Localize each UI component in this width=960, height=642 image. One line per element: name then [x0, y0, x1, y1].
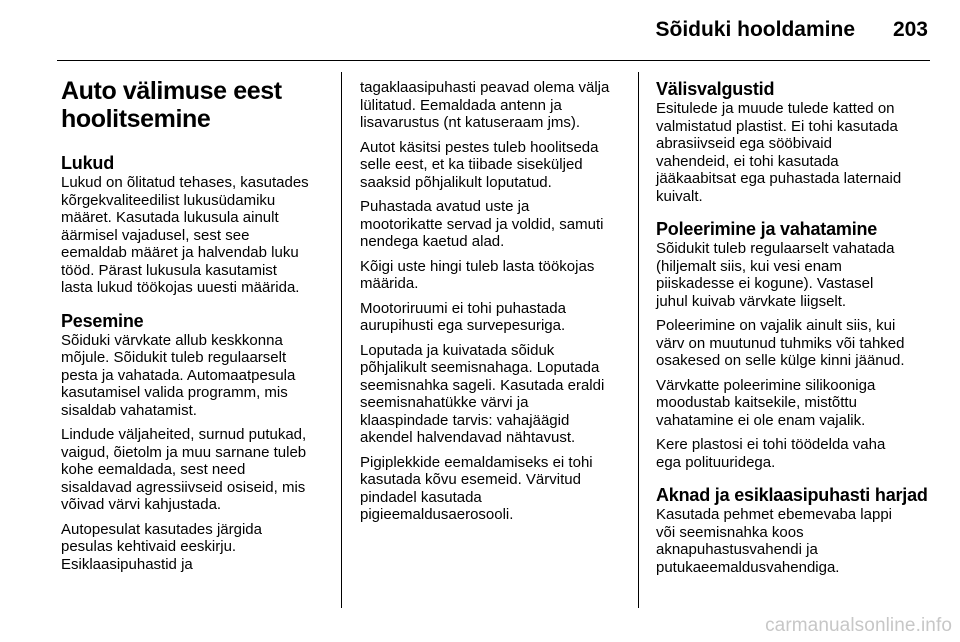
text-line: Puhastada avatud uste ja [360, 198, 530, 215]
text-line: seemisnahatükke värvi ja [360, 394, 529, 411]
text-line: põhjalikult seemisnahaga. Loputada [360, 359, 600, 376]
paragraph [360, 454, 632, 524]
text-line: kõrgekvaliteedilist lukusüdamiku [61, 191, 276, 209]
page-number: 203 [892, 18, 928, 41]
text-line: või seemisnahka koos [656, 523, 804, 541]
section-title [61, 77, 331, 133]
text-line: vahatamine ei ole enam vajalik. [656, 411, 866, 429]
subsection-heading: Välisvalgustid [656, 79, 775, 99]
text-line: Sõiduki värvkate allub keskkonna [61, 331, 283, 349]
text-line: Kõigi uste hingi tuleb lasta töökojas [360, 257, 595, 275]
text-line: lisavarustus (nt katuseraam jms). [360, 114, 581, 131]
text-line: äärmisel vajadusel, sest see [61, 226, 250, 244]
text-line: Pigiplekkide eemaldamiseks ei tohi [360, 453, 593, 471]
text-line: klaaspindade tarvis: vahajäägid [360, 411, 570, 429]
text-line: putukaeemaldusvahendiga. [656, 558, 840, 576]
text-line: Mootoriruumi ei tohi puhastada [360, 299, 566, 317]
text-line: moodustab kaitsekile, mistõttu [656, 394, 857, 411]
text-line: (hiljemalt siis, kui vesi enam [656, 257, 842, 275]
text-line: akendel halvendavad nähtavust. [360, 429, 576, 446]
text-line: seemisnahka sageli. Kasutada eraldi [360, 376, 605, 394]
text-line: Esiklaasipuhastid ja [61, 555, 193, 573]
column-3 [656, 79, 934, 590]
text-line: vaigud, õietolm ja muu sarnane tuleb [61, 443, 307, 461]
paragraph [656, 100, 934, 205]
text-line: Loputada ja kuivatada sõiduk [360, 341, 555, 359]
text-line: mõjule. Sõidukit tuleb regulaarselt [61, 349, 287, 366]
text-line: pesta ja vahatada. Automaatpesula [61, 366, 296, 384]
text-line: Autopesulat kasutades järgida [61, 520, 262, 538]
text-line: võivad värvi kahjustada. [61, 496, 222, 513]
text-line: osakesed on selle külge kinni jäänud. [656, 352, 905, 369]
subsection [61, 153, 331, 297]
paragraph [656, 506, 934, 576]
title-line: Auto välimuse eest [61, 77, 282, 105]
subsection-heading: Poleerimine ja vahatamine [656, 219, 878, 239]
text-line: sisaldab vahatamist. [61, 401, 197, 419]
text-line: valmistatud plastist. Ei tohi kasutada [656, 117, 898, 135]
text-line: Esitulede ja muude tulede katted on [656, 100, 895, 117]
text-line: kuivalt. [656, 187, 703, 205]
text-line: määret. Kasutada lukusula ainult [61, 209, 279, 226]
subsection-heading: Pesemine [61, 310, 144, 331]
column-2 [360, 79, 632, 531]
text-line: saaksid põhjalikult loputatud. [360, 173, 552, 191]
text-line: Poleerimine on vajalik ainult siis, kui [656, 317, 896, 334]
text-line: Lindude väljaheited, surnud putukad, [61, 426, 307, 443]
paragraph [360, 258, 632, 293]
paragraph [61, 521, 331, 574]
text-line: Värvkatte poleerimine silikooniga [656, 376, 876, 394]
subsection [656, 485, 934, 576]
column-divider-2 [638, 72, 639, 608]
text-line: pindadel kasutada [360, 488, 482, 506]
watermark: carmanualsonline.info [765, 615, 952, 636]
text-line: aurupihusti ega survepesuriga. [360, 317, 566, 334]
text-line: lasta lukud töökojas uuesti määrida. [61, 279, 300, 296]
subsection-heading: Aknad ja esiklaasipuhasti harjad [656, 485, 928, 505]
text-line: Autot käsitsi pestes tuleb hoolitseda [360, 138, 599, 156]
text-line: nendega kaetud alad. [360, 233, 505, 250]
text-line: eemaldab määret ja halvendab luku [61, 244, 299, 261]
paragraph [360, 139, 632, 192]
text-line: vahendeid, ei tohi kasutada [656, 152, 839, 170]
paragraph [360, 79, 632, 132]
text-line: pigieemaldusaerosooli. [360, 506, 514, 523]
text-line: kohe eemaldada, sest need [61, 461, 246, 478]
title-line: hoolitsemine [61, 105, 211, 133]
text-line: tagaklaasipuhasti peavad olema välja [360, 79, 610, 96]
paragraph [656, 317, 934, 370]
paragraph [61, 426, 331, 514]
text-line: tööd. Pärast lukusula kasutamist [61, 261, 277, 279]
paragraph [656, 377, 934, 430]
text-line: abrasiivseid ega sööbivaid [656, 135, 832, 152]
text-line: Kere plastosi ei tohi töödelda vaha [656, 436, 886, 453]
subsection [656, 219, 934, 471]
text-line: kasutada kõvu esemeid. Värvitud [360, 471, 581, 488]
text-line: piiskadesse ei kogune). Vastasel [656, 275, 874, 292]
text-line: sisaldavad agressiivseid osiseid, mis [61, 478, 306, 496]
paragraph [61, 332, 331, 420]
header-rule [57, 60, 930, 61]
text-line: selle eest, et ka tiibade siseküljed [360, 156, 583, 173]
text-line: pesulas kehtivaid eeskirju. [61, 538, 237, 555]
text-line: lülitatud. Eemaldada antenn ja [360, 96, 562, 114]
paragraph [360, 300, 632, 335]
text-line: määrida. [360, 275, 419, 292]
running-header-title: Sõiduki hooldamine [655, 18, 855, 41]
text-line: aknapuhastusvahendi ja [656, 541, 818, 558]
text-line: värv on muutunud tuhmiks või tahked [656, 334, 905, 352]
text-line: Lukud on õlitatud tehases, kasutades [61, 174, 309, 191]
text-line: Kasutada pehmet ebemevaba lappi [656, 506, 893, 523]
paragraph [656, 436, 934, 471]
column-1 [61, 77, 331, 587]
subsection-heading: Lukud [61, 153, 114, 173]
subsection [656, 79, 934, 205]
column-divider-1 [341, 72, 342, 608]
text-line: juhul kuivab värvkate liigselt. [656, 292, 847, 310]
paragraph [61, 174, 331, 297]
paragraph [656, 240, 934, 310]
paragraph [360, 198, 632, 251]
text-line: ega polituuridega. [656, 453, 776, 471]
subsection [61, 311, 331, 574]
text-line: jääkaabitsat ega puhastada laternaid [656, 170, 902, 187]
text-line: kasutamisel valida programm, mis [61, 384, 288, 401]
paragraph [360, 342, 632, 447]
text-line: Sõidukit tuleb regulaarselt vahatada [656, 240, 895, 257]
text-line: mootorikatte servad ja voldid, samuti [360, 215, 604, 233]
